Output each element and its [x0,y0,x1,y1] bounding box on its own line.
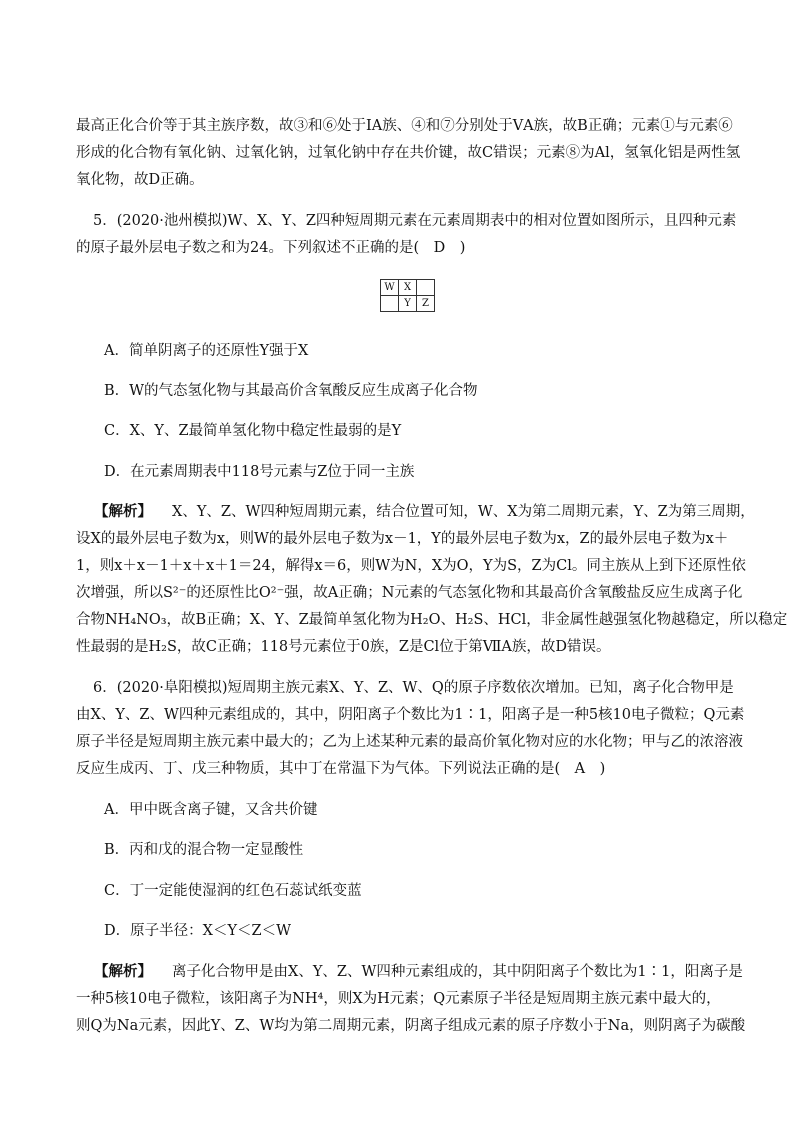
q5-option-c: C．X、Y、Z最简单氢化物中稳定性最弱的是Y [104,423,402,439]
intro-line-3: 氧化物，故D正确。 [76,172,204,188]
q6-stem-line-4: 反应生成丙、丁、戊三种物质，其中丁在常温下为气体。下列说法正确的是( A ) [76,761,606,777]
q5-analysis-line-1: X、Y、Z、W四种短周期元素，结合位置可知，W、X为第二周期元素，Y、Z为第三周期， [172,504,755,520]
q6-analysis-line-1: 离子化合物甲是由X、Y、Z、W四种元素组成的，其中阴阳离子个数比为1∶1，阳离子是 [172,964,743,980]
q5-analysis-line-4: 次增强，所以S²⁻的还原性比O²⁻强，故A正确；N元素的气态氢化物和其最高价含氧酸盐反应生成离子化 [76,585,743,601]
q6-analysis-line-2: 一种5核10电子微粒，该阳离子为NH⁴，则X为H元素；Q元素原子半径是短周期主族元素中最大的， [76,991,721,1007]
intro-line-1: 最高正化合价等于其主族序数，故③和⑥处于ⅠA族、④和⑦分别处于ⅤA族，故B正确；元素①与元素⑥ [76,118,733,134]
table-cell [381,296,399,312]
q5-stem-line-2: 的原子最外层电子数之和为24。下列叙述不正确的是( D ) [76,240,466,256]
q5-analysis-line-3: 1，则x＋x－1＋x＋x＋1＝24，解得x＝6，则W为N，X为O，Y为S，Z为Cl。同主族从上到下还原性依 [76,558,746,574]
periodic-position-table [380,279,435,312]
q5-analysis-line-6: 性最弱的是H₂S，故C正确；118号元素位于0族，Z是Cl位于第ⅦA族，故D错误。 [76,639,611,655]
q6-option-d: D．原子半径：X＜Y＜Z＜W [104,923,291,939]
table-cell: Y [399,296,417,312]
q5-analysis-line-5: 合物NH₄NO₃，故B正确；X、Y、Z最简单氢化物为H₂O、H₂S、HCl，非金属性越强氢化物越稳定，所以稳定 [76,612,788,628]
q6-option-c: C．丁一定能使湿润的红色石蕊试纸变蓝 [104,883,362,899]
q5-analysis-label: 【解析】 [94,503,152,520]
intro-line-2: 形成的化合物有氧化钠、过氧化钠，过氧化钠中存在共价键，故C错误；元素⑧为Al，氢氧化铝是两性氢 [76,145,741,161]
q5-option-b: B．W的气态氢化物与其最高价含氧酸反应生成离子化合物 [104,383,478,399]
q6-analysis-label: 【解析】 [94,963,152,980]
q6-analysis-line-3: 则Q为Na元素，因此Y、Z、W均为第二周期元素，阴离子组成元素的原子序数小于Na，则阴离子为碳酸 [76,1018,746,1034]
q5-stem-line-1: 5．(2020·池州模拟)W、X、Y、Z四种短周期元素在元素周期表中的相对位置如图所示，且四种元素 [93,213,737,229]
q6-option-b: B．丙和戊的混合物一定显酸性 [104,842,304,858]
q5-option-a: A．简单阴离子的还原性Y强于X [104,343,309,359]
table-cell: X [399,280,417,296]
q5-analysis-line-2: 设X的最外层电子数为x，则W的最外层电子数为x－1，Y的最外层电子数为x，Z的最外层电子数为x＋ [76,531,729,547]
table-cell: W [381,280,399,296]
q5-option-d: D．在元素周期表中118号元素与Z位于同一主族 [104,464,415,480]
table-cell: Z [417,296,435,312]
q6-stem-line-3: 原子半径是短周期主族元素中最大的；乙为上述某种元素的最高价氧化物对应的水化物；甲与乙的浓溶液 [76,734,743,750]
table-cell [417,280,435,296]
q6-option-a: A．甲中既含离子键，又含共价键 [104,802,318,818]
q6-stem-line-2: 由X、Y、Z、W四种元素组成的，其中，阴阳离子个数比为1∶1，阳离子是一种5核10电子微粒；Q元素 [76,707,745,723]
q6-stem-line-1: 6．(2020·阜阳模拟)短周期主族元素X、Y、Z、W、Q的原子序数依次增加。已知，离子化合物甲是 [93,680,734,696]
